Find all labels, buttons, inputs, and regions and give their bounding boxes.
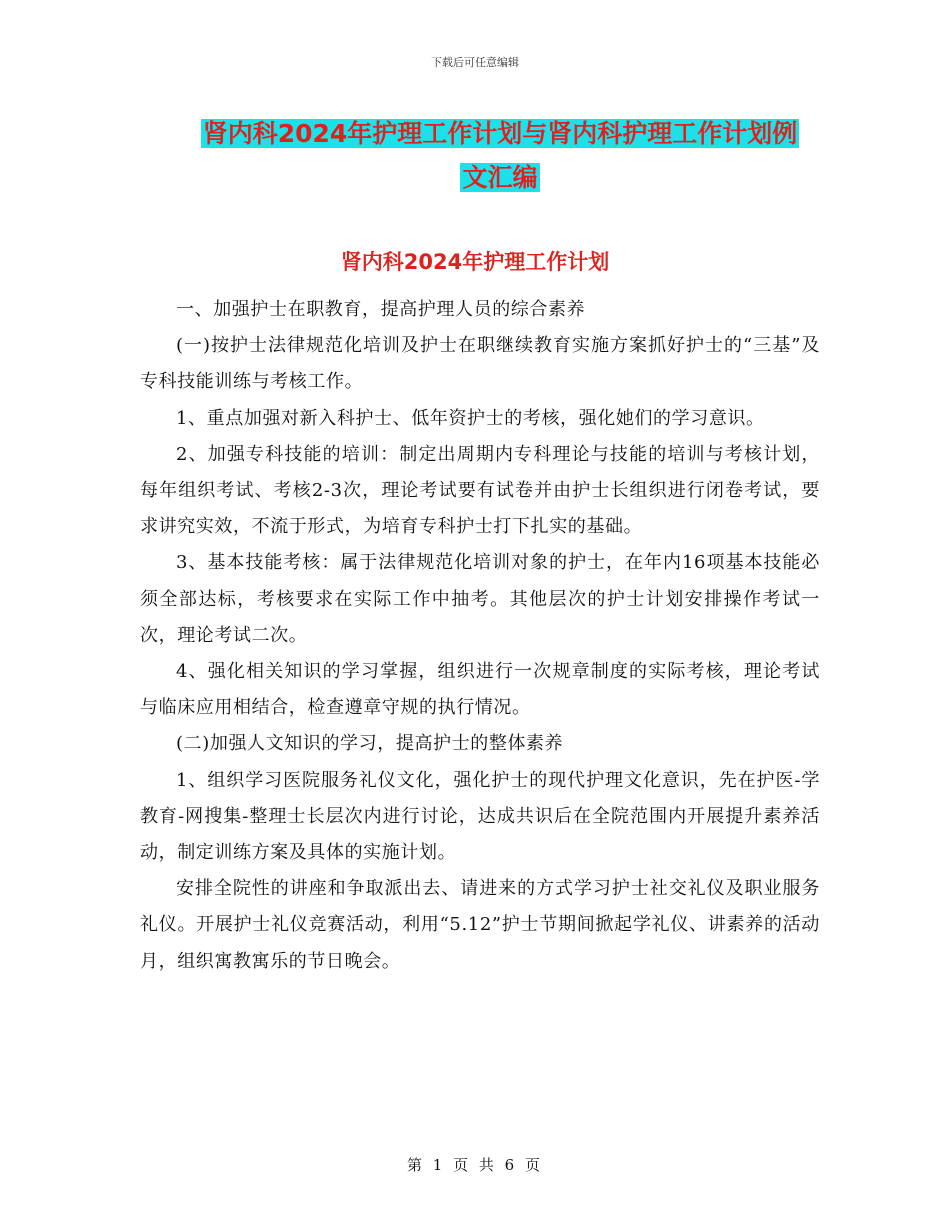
paragraph-item-3: 3、基本技能考核：属于法律规范化培训对象的护士，在年内16项基本技能必须全部达标，考核要求在实际工作中抽考。其他层次的护士计划安排操作考试一次，理论考试二次。	[140, 552, 820, 646]
paragraph-subheading-1: (一)按护士法律规范化培训及护士在职继续教育实施方案抓好护士的“三基”及专科技能训练与考核工作。	[140, 335, 820, 393]
body-text	[140, 292, 820, 980]
paragraph-item-5: 1、组织学习医院服务礼仪文化，强化护士的现代护理文化意识，先在护医-学教育-网搜集-整理士长层次内进行讨论，达成共识后在全院范围内开展提升素养活动，制定训练方案及具体的实施计划。	[140, 769, 820, 864]
document-title	[140, 112, 860, 200]
paragraph-item-4: 4、强化相关知识的学习掌握，组织进行一次规章制度的实际考核，理论考试与临床应用相结合，检查遵章守规的执行情况。	[140, 661, 820, 719]
page-number-footer: 第 1 页 共 6 页	[407, 1156, 543, 1174]
paragraph-subheading-2: (二)加强人文知识的学习，提高护士的整体素养	[176, 733, 564, 755]
paragraph-item-1: 1、重点加强对新入科护士、低年资护士的考核，强化她们的学习意识。	[176, 407, 765, 429]
document-title-line1: 肾内科2024年护理工作计划与肾内科护理工作计划例	[202, 119, 798, 148]
section-title: 肾内科2024年护理工作计划	[340, 250, 610, 274]
paragraph-item-2: 2、加强专科技能的培训：制定出周期内专科理论与技能的培训与考核计划，每年组织考试、考核2-3次，理论考试要有试卷并由护士长组织进行闭卷考试，要求讲究实效，不流于形式，为培育专科护士打下扎实的基础。	[140, 443, 820, 538]
paragraph-heading-1: 一、加强护士在职教育，提高护理人员的综合素养	[176, 299, 586, 320]
paragraph-item-6: 安排全院性的讲座和争取派出去、请进来的方式学习护士社交礼仪及职业服务礼仪。开展护士礼仪竞赛活动，利用“5.12”护士节期间掀起学礼仪、讲素养的活动月，组织寓教寓乐的节日晚会。	[140, 878, 820, 972]
document-title-line2: 文汇编	[462, 163, 538, 192]
header-note: 下载后可任意编辑	[431, 56, 519, 69]
